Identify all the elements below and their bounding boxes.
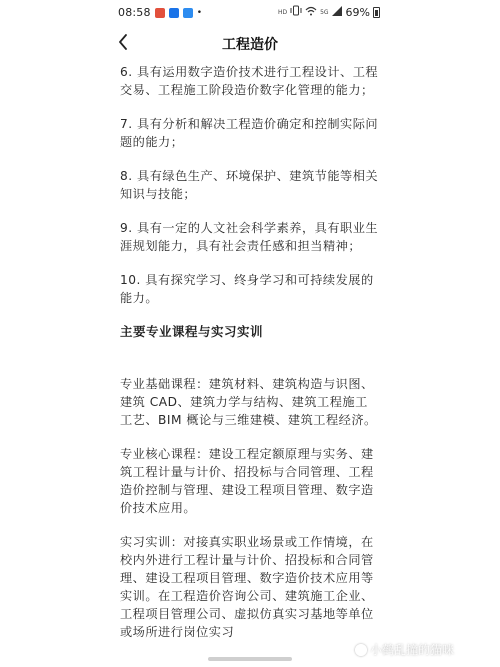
course-practice: 实习实训：对接真实职业场景或工作情境，在校内外进行工程计量与计价、招投标和合同管理、建设工程项目管理、数字造价技术应用等实训。在工程造价咨询公司、建筑施工企业、工程项目管理公司、虚拟仿真实习基地等单位或场所进行岗位实习 [120, 535, 374, 639]
battery-percent: 69% [345, 5, 370, 19]
watermark-logo-icon [355, 644, 367, 656]
app-notification-icon [155, 8, 165, 18]
navigation-bar [0, 26, 500, 60]
status-right [278, 5, 380, 19]
ability-item-10: 10. 具有探究学习、终身学习和可持续发展的能力。 [120, 273, 374, 305]
notification-dot-icon: • [196, 7, 203, 18]
home-indicator[interactable] [208, 657, 292, 661]
watermark-text: 小鹤乱撞的猫咪 [369, 643, 454, 657]
ability-item-6: 6. 具有运用数字造价技术进行工程设计、工程交易、工程施工阶段造价数字化管理的能力； [120, 65, 379, 97]
status-bar [0, 0, 500, 26]
watermark [355, 641, 454, 658]
course-basic: 专业基础课程：建筑材料、建筑构造与识图、建筑 CAD、建筑力学与结构、建筑工程施工工艺、BIM 概论与三维建模、建筑工程经济。 [120, 377, 377, 427]
vibrate-icon [290, 5, 302, 19]
battery-icon [373, 7, 380, 18]
app-notification-icon [169, 8, 179, 18]
course-core: 专业核心课程：建设工程定额原理与实务、建筑工程计量与计价、招投标与合同管理、工程造价控制与管理、建设工程项目管理、数字造价技术应用。 [120, 447, 374, 515]
status-left [118, 6, 202, 19]
ability-item-7: 7. 具有分析和解决工程造价确定和控制实际问题的能力； [120, 117, 379, 149]
wifi-icon [305, 6, 317, 19]
signal-icon [332, 6, 343, 19]
network-type-label: HD [277, 8, 288, 16]
app-notification-icon [183, 8, 193, 18]
ability-item-8: 8. 具有绿色生产、环境保护、建筑节能等相关知识与技能； [120, 169, 379, 201]
section-heading: 主要专业课程与实习实训 [120, 324, 264, 339]
article-content[interactable] [120, 63, 380, 657]
network-speed-label: 5G [320, 8, 329, 16]
ability-item-9: 9. 具有一定的人文社会科学素养，具有职业生涯规划能力，具有社会责任感和担当精神； [120, 221, 379, 253]
page-title: 工程造价 [222, 37, 278, 53]
status-time: 08:58 [118, 6, 151, 19]
